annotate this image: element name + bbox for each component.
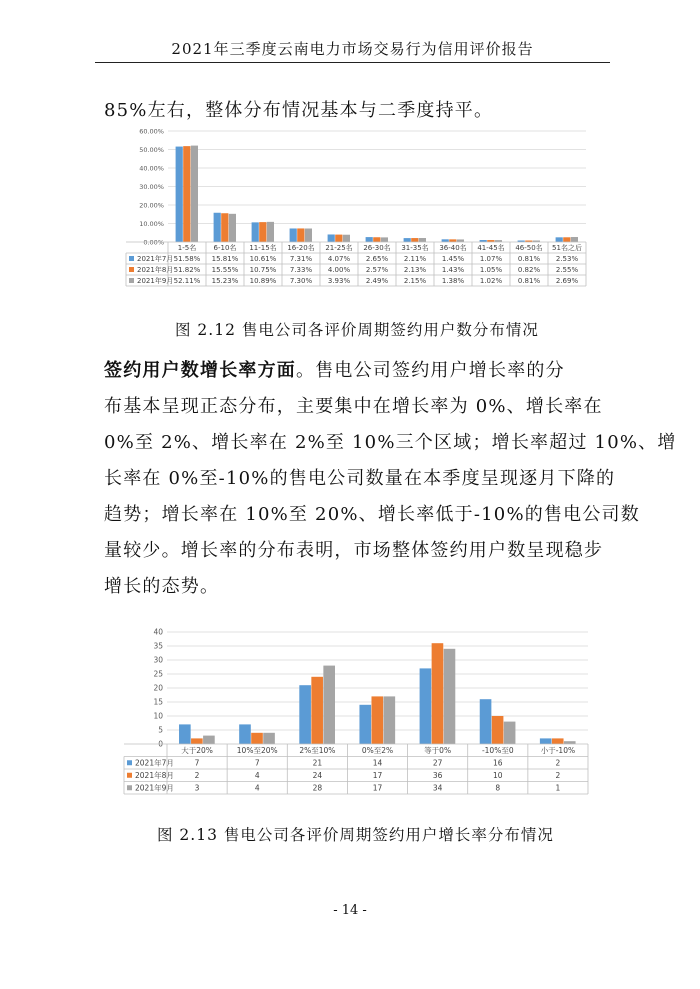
bar xyxy=(191,146,198,242)
data-label: 1.05% xyxy=(479,265,503,274)
bar xyxy=(381,237,388,242)
bar xyxy=(359,705,371,744)
data-label: 15.81% xyxy=(211,254,239,263)
data-label: 2.57% xyxy=(365,265,389,274)
y-tick-label: 30.00% xyxy=(139,182,164,191)
header-rule xyxy=(95,62,610,63)
bar xyxy=(492,716,504,744)
bar xyxy=(179,724,191,744)
data-label: 7.33% xyxy=(289,265,313,274)
category-label: 51名之后 xyxy=(552,243,582,252)
data-label: 36 xyxy=(432,771,443,780)
y-tick-label: 30 xyxy=(153,655,163,665)
data-label: 28 xyxy=(312,783,323,793)
bar xyxy=(335,235,342,242)
data-label: 4 xyxy=(254,783,260,793)
bar xyxy=(420,668,432,744)
paragraph-line: 长率在 0%至-10%的售电公司数量在本季度呈现逐月下降的 xyxy=(104,468,616,489)
y-tick-label: 10 xyxy=(153,711,163,721)
category-label: 11-15名 xyxy=(249,243,277,252)
data-label: 3 xyxy=(194,783,200,793)
bar xyxy=(343,235,350,242)
legend-label: 2021年8月 xyxy=(135,771,174,780)
data-label: 17 xyxy=(372,783,383,793)
category-label: 0%至2% xyxy=(361,746,394,755)
data-label: 1.02% xyxy=(479,276,503,285)
bar xyxy=(371,696,383,744)
y-tick-label: 20.00% xyxy=(139,201,164,210)
figure-caption: 图 2.12 售电公司各评价周期签约用户数分布情况 xyxy=(175,321,539,339)
bar xyxy=(504,722,516,744)
data-label: 7.30% xyxy=(289,276,313,285)
category-label: 1-5名 xyxy=(177,243,197,252)
y-tick-label: 40 xyxy=(153,627,163,637)
data-label: 2.49% xyxy=(365,276,389,285)
y-tick-label: 5 xyxy=(158,725,163,735)
paragraph-line: 布基本呈现正态分布，主要集中在增长率为 0%、增长率在 xyxy=(104,396,603,417)
data-label: 4.07% xyxy=(327,254,351,263)
data-label: 2.65% xyxy=(365,254,389,263)
data-label: 10.75% xyxy=(249,265,277,274)
y-tick-label: 20 xyxy=(153,683,163,693)
category-label: 26-30名 xyxy=(363,243,391,252)
data-label: 2.13% xyxy=(403,265,427,274)
y-tick-label: 10.00% xyxy=(139,219,164,228)
bar xyxy=(556,237,563,242)
data-label: 51.82% xyxy=(173,265,201,274)
bar xyxy=(571,237,578,242)
legend-label: 2021年9月 xyxy=(137,276,174,285)
data-label: 10.61% xyxy=(249,254,277,263)
data-label: 1.07% xyxy=(479,254,503,263)
y-tick-label: 15 xyxy=(153,697,163,707)
bar xyxy=(252,222,259,242)
bar xyxy=(203,736,215,744)
data-label: 15.23% xyxy=(211,276,239,285)
bar xyxy=(563,237,570,242)
data-label: 16 xyxy=(493,758,503,768)
bar xyxy=(221,213,228,242)
bar xyxy=(366,237,373,242)
data-label: 4.00% xyxy=(327,265,351,274)
bar xyxy=(263,733,275,744)
paragraph-lead: 签约用户数增长率方面 xyxy=(104,360,296,381)
data-label: 0.82% xyxy=(517,265,541,274)
data-label: 10 xyxy=(493,771,503,780)
category-label: -10%至0 xyxy=(481,746,514,755)
category-label: 等于0% xyxy=(424,746,452,755)
data-label: 14 xyxy=(372,758,383,768)
paragraph-lead-rest: 。售电公司签约用户增长率的分 xyxy=(296,360,565,381)
legend-swatch xyxy=(129,278,134,283)
data-label: 2.53% xyxy=(555,254,579,263)
bar xyxy=(214,213,221,242)
paragraph-line: 量较少。增长率的分布表明，市场整体签约用户数呈现稳步 xyxy=(104,540,604,561)
bar xyxy=(259,222,266,242)
legend-swatch xyxy=(127,773,132,778)
paragraph-line: 趋势；增长率在 10%至 20%、增长率低于-10%的售电公司数 xyxy=(104,504,640,525)
bar xyxy=(540,738,552,744)
data-label: 8 xyxy=(495,783,501,793)
category-label: 46-50名 xyxy=(515,243,543,252)
bar xyxy=(229,214,236,242)
bar xyxy=(311,677,323,744)
data-label: 2 xyxy=(555,758,561,768)
bar xyxy=(239,724,251,744)
data-label: 2.55% xyxy=(555,265,579,274)
y-tick-label: 25 xyxy=(153,669,163,679)
category-label: 小于-10% xyxy=(540,746,576,755)
data-label: 1.38% xyxy=(441,276,465,285)
bar xyxy=(564,741,576,744)
category-label: 41-45名 xyxy=(477,243,505,252)
legend-swatch xyxy=(127,760,132,765)
category-label: 2%至10% xyxy=(299,746,336,755)
bar xyxy=(373,237,380,242)
data-label: 7 xyxy=(194,758,200,768)
bar xyxy=(191,738,203,744)
data-label: 27 xyxy=(432,758,443,768)
data-label: 1.45% xyxy=(441,254,465,263)
page-header: 2021年三季度云南电力市场交易行为信用评价报告 xyxy=(171,40,534,58)
y-tick-label: 60.00% xyxy=(139,127,164,136)
data-label: 7.31% xyxy=(289,254,313,263)
data-label: 0.81% xyxy=(517,254,541,263)
data-label: 34 xyxy=(432,783,443,793)
growth-rate-distribution-chart xyxy=(120,624,595,800)
bar xyxy=(183,146,190,242)
bar xyxy=(384,696,396,744)
paragraph-line: 85%左右，整体分布情况基本与二季度持平。 xyxy=(104,100,494,121)
bar xyxy=(442,239,449,242)
y-tick-label: 35 xyxy=(153,641,163,651)
data-label: 21 xyxy=(312,758,323,768)
bar xyxy=(267,222,274,242)
y-tick-label: 0 xyxy=(158,739,163,749)
paragraph-line: 增长的态势。 xyxy=(104,576,220,597)
data-label: 10.89% xyxy=(249,276,277,285)
bar xyxy=(299,685,311,744)
data-label: 4 xyxy=(254,771,260,780)
legend-label: 2021年7月 xyxy=(137,254,174,263)
category-label: 10%至20% xyxy=(236,746,278,755)
data-label: 17 xyxy=(372,771,383,780)
category-label: 36-40名 xyxy=(439,243,467,252)
data-label: 2 xyxy=(194,771,200,780)
y-tick-label: 40.00% xyxy=(139,164,164,173)
data-label: 1 xyxy=(555,783,561,793)
bar xyxy=(251,733,263,744)
data-label: 0.81% xyxy=(517,276,541,285)
y-tick-label: 0.00% xyxy=(143,238,164,247)
legend-swatch xyxy=(129,267,134,272)
category-label: 大于20% xyxy=(181,746,213,755)
bar xyxy=(305,228,312,242)
bar xyxy=(411,238,418,242)
category-label: 31-35名 xyxy=(401,243,429,252)
bar xyxy=(444,649,456,744)
legend-label: 2021年7月 xyxy=(135,758,174,768)
figure-caption: 图 2.13 售电公司各评价周期签约用户增长率分布情况 xyxy=(157,826,554,844)
data-label: 2.11% xyxy=(403,254,427,263)
bar xyxy=(328,234,335,242)
bar xyxy=(323,666,335,744)
legend-swatch xyxy=(127,785,132,790)
data-label: 15.55% xyxy=(211,265,239,274)
legend-label: 2021年8月 xyxy=(137,265,174,274)
bar xyxy=(552,738,564,744)
data-label: 2.69% xyxy=(555,276,579,285)
category-label: 21-25名 xyxy=(325,243,353,252)
paragraph-line xyxy=(104,356,565,382)
data-label: 51.58% xyxy=(173,254,201,263)
data-label: 2 xyxy=(555,771,561,780)
signed-users-rank-chart xyxy=(120,124,590,296)
page-number: - 14 - xyxy=(333,903,367,918)
y-tick-label: 50.00% xyxy=(139,145,164,154)
paragraph-line: 0%至 2%、增长率在 2%至 10%三个区域；增长率超过 10%、增 xyxy=(104,432,677,453)
data-label: 24 xyxy=(312,771,323,780)
data-label: 2.15% xyxy=(403,276,427,285)
bar xyxy=(297,228,304,242)
bar xyxy=(419,238,426,242)
data-label: 52.11% xyxy=(173,276,201,285)
bar xyxy=(176,147,183,242)
category-label: 6-10名 xyxy=(213,243,237,252)
data-label: 1.43% xyxy=(441,265,465,274)
data-label: 7 xyxy=(254,758,260,768)
bar xyxy=(432,643,444,744)
bar xyxy=(290,228,297,242)
bar xyxy=(480,699,492,744)
category-label: 16-20名 xyxy=(287,243,315,252)
data-label: 3.93% xyxy=(327,276,351,285)
legend-swatch xyxy=(129,256,134,261)
legend-label: 2021年9月 xyxy=(135,783,174,793)
bar xyxy=(404,238,411,242)
